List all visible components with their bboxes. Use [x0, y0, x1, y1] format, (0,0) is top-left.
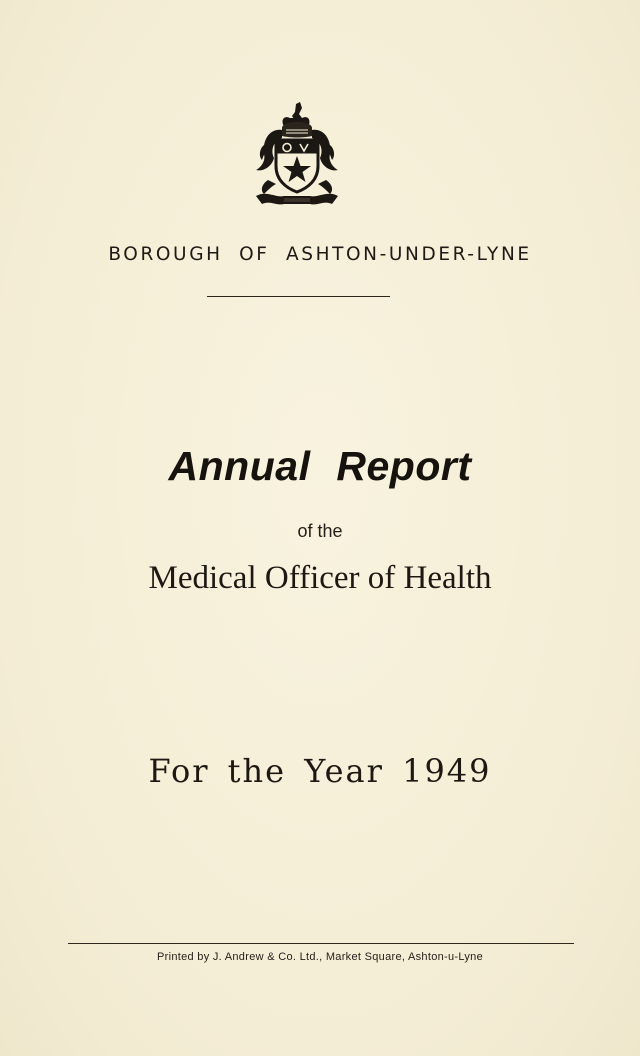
printer-imprint: Printed by J. Andrew & Co. Ltd., Market Square, Ashton-u-Lyne: [156, 951, 484, 963]
subtitle-connector: of the: [297, 521, 343, 541]
report-year: For the Year 1949: [148, 752, 492, 790]
borough-heading: BOROUGH OF ASHTON-UNDER-LYNE: [108, 244, 532, 265]
report-title: Annual Report: [168, 443, 472, 489]
heading-divider: [207, 296, 390, 297]
borough-coat-of-arms-icon: [252, 100, 342, 216]
footer-divider: [68, 943, 574, 944]
report-subtitle: Medical Officer of Health: [148, 560, 492, 596]
